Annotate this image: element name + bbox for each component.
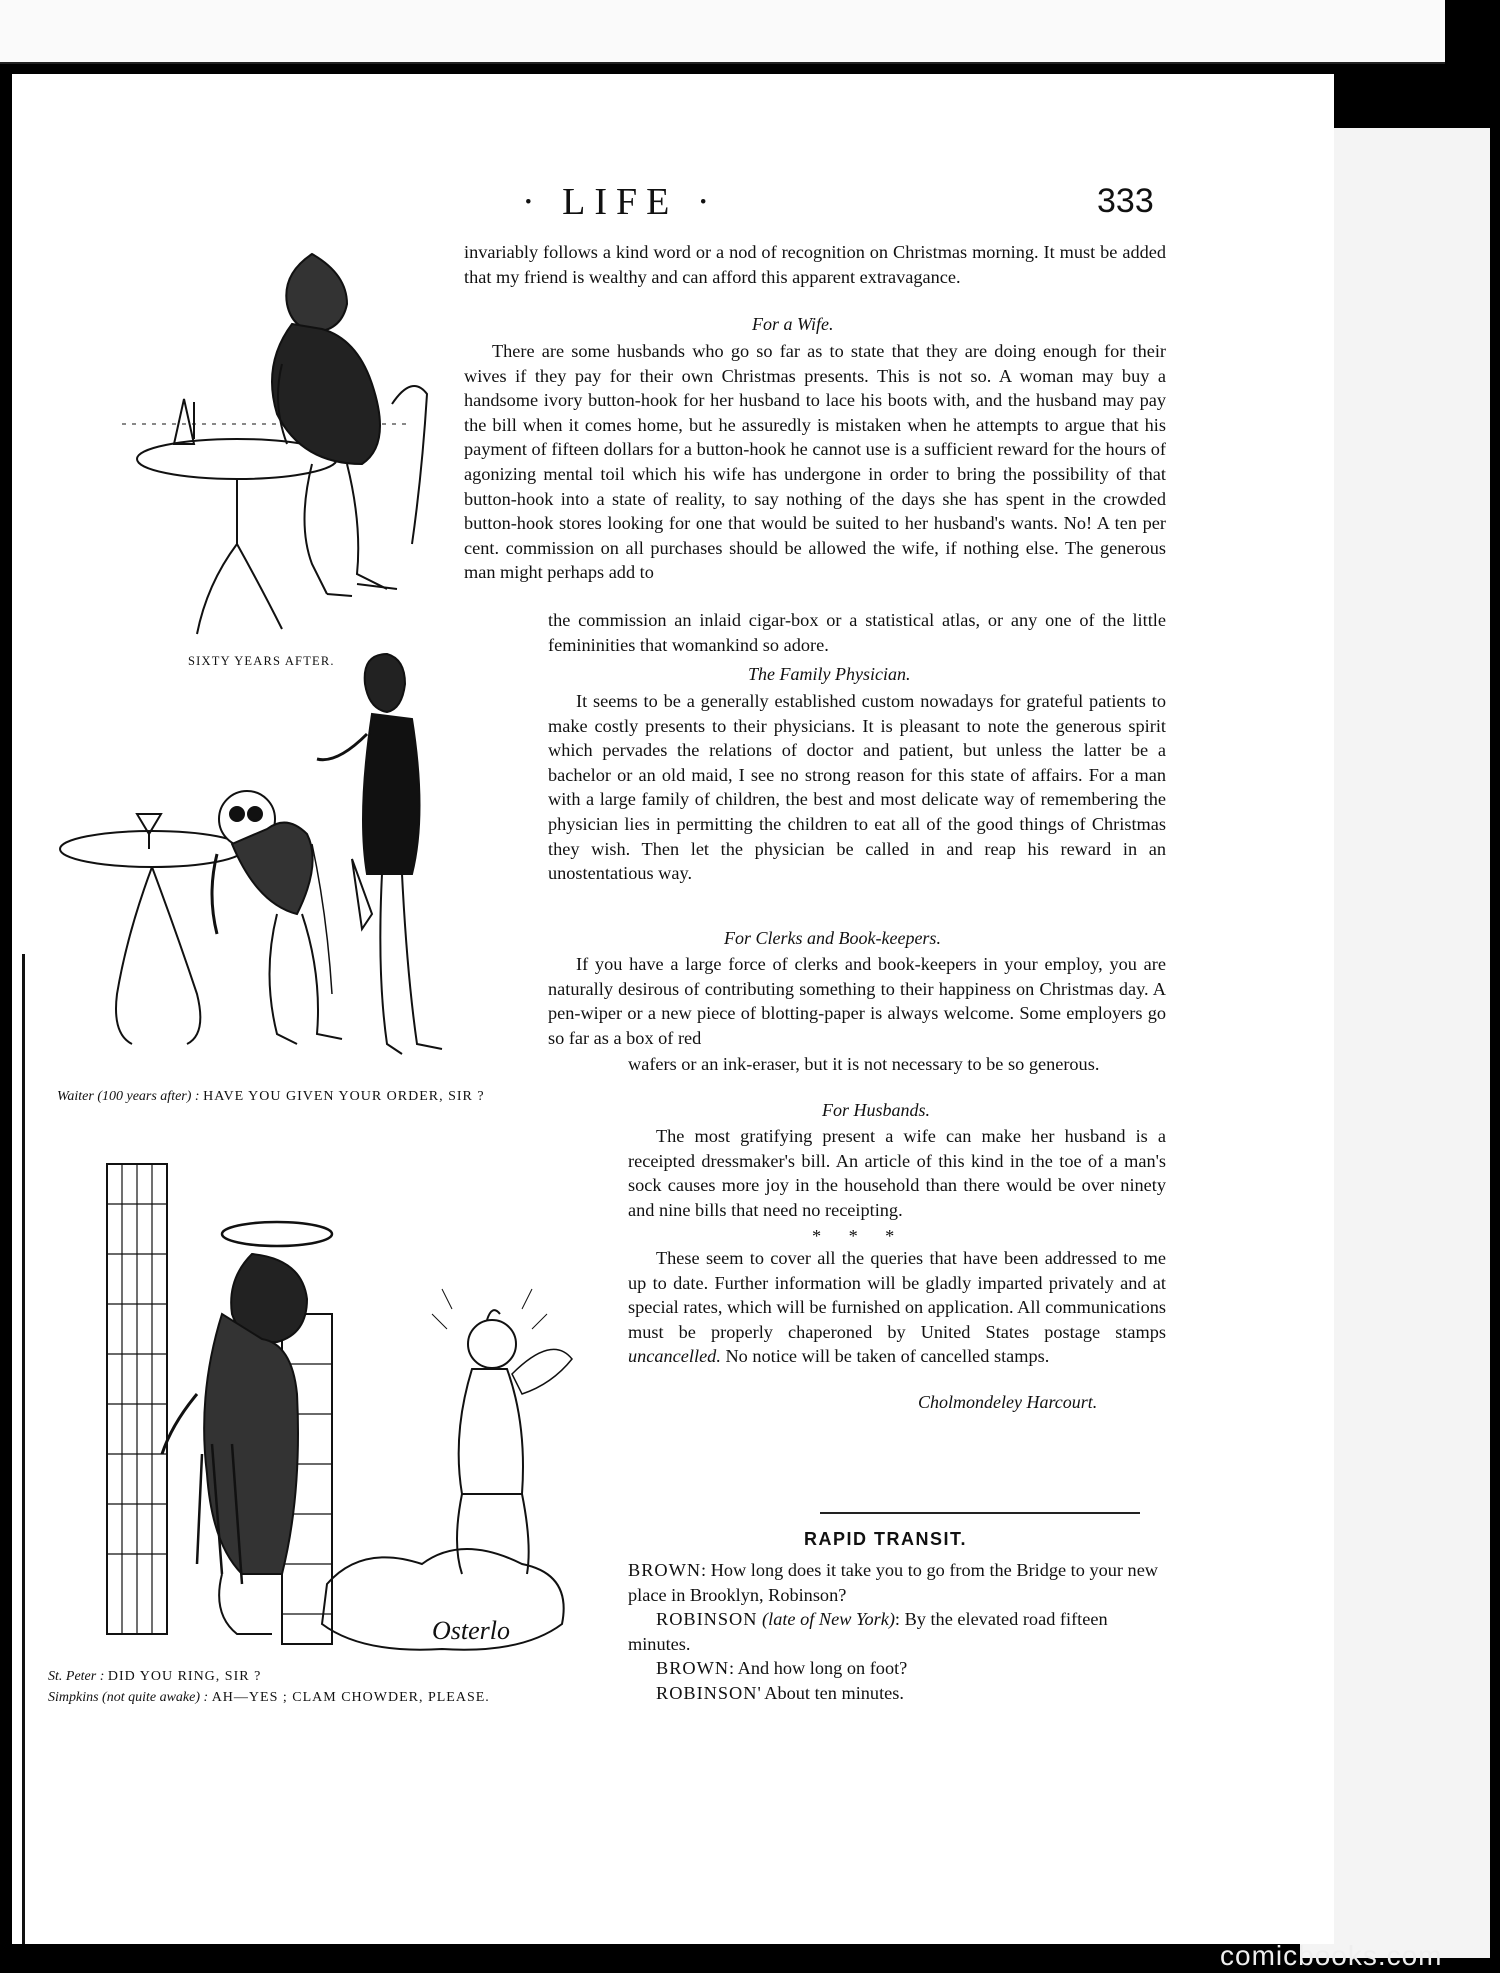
- cartoon3-speech2: AH—YES ; CLAM CHOWDER, PLEASE.: [211, 1690, 490, 1705]
- wife-paragraph-2: the commission an inlaid cigar-box or a statistical atlas, or any one of the little femininities that womankind so adore.: [548, 610, 1166, 655]
- speaker-robinson-1: ROBINSON: [656, 1609, 758, 1630]
- dialogue-line-2: [628, 1607, 1166, 1656]
- page-number: 333: [1097, 182, 1154, 220]
- cartoon3-caption-line1: [48, 1669, 261, 1685]
- author-signature: Cholmondeley Harcourt.: [918, 1392, 1098, 1412]
- cartoon2-caption: [57, 1089, 485, 1105]
- cartoon2-caption-speech: HAVE YOU GIVEN YOUR ORDER, SIR ?: [203, 1089, 485, 1104]
- cartoon3-speaker2: Simpkins (not quite awake) :: [48, 1690, 209, 1705]
- speaker-robinson-2: ROBINSON: [656, 1682, 758, 1703]
- section-clerks-text-narrow: [628, 1052, 1166, 1077]
- dialogue-text-4: ' About ten minutes.: [757, 1682, 904, 1703]
- dialogue-line-4: [628, 1681, 1166, 1706]
- section-clerks-text: [548, 952, 1166, 1050]
- speaker-brown-1: BROWN: [628, 1560, 702, 1580]
- cartoon3-speech1: DID YOU RING, SIR ?: [107, 1669, 262, 1684]
- back-sheet-top: [0, 0, 1445, 64]
- cartoon1-caption: SIXTY YEARS AFTER.: [188, 654, 335, 668]
- section-heading-clerks: For Clerks and Book-keepers.: [724, 928, 941, 948]
- page-edge-line: [22, 954, 25, 1944]
- closing-italic: uncancelled.: [628, 1346, 721, 1367]
- section-heading-husbands: For Husbands.: [822, 1100, 931, 1120]
- section-physician-text: [548, 689, 1166, 886]
- dialogue-line-3: [628, 1656, 1166, 1681]
- closing-end: No notice will be taken of cancelled stamps.: [725, 1346, 1050, 1367]
- section-stars: * * *: [812, 1226, 895, 1246]
- page-title: · LIFE ·: [522, 181, 719, 223]
- dialogue-line-1: [628, 1558, 1166, 1607]
- section-husbands-text: [628, 1124, 1166, 1222]
- artist-signature: Osterlo: [432, 1616, 510, 1645]
- article-intro: [464, 240, 1166, 289]
- closing-text: [628, 1246, 1166, 1369]
- watermark: comicbooks.com: [1220, 1940, 1443, 1971]
- section-heading-wife: For a Wife.: [752, 314, 834, 334]
- physician-paragraph: It seems to be a generally established custom nowadays for grateful patients to make costly presents to their physicians. It is pleasant to note the generous spirit which pervades the relations of doctor and patient, but unless the latter be a bachelor or an old maid, I see no strong reason for this state of affairs. For a man with a large family of children, the best and most delicate way of remembering the physician lies in permitting the children to eat all of the good things of Christmas they wish. Then let the physician be called in and reap his reward in an unostentatious way.: [548, 691, 1166, 884]
- cartoon3-speaker1: St. Peter :: [48, 1669, 105, 1684]
- robinson-aside: (late of New York): [762, 1609, 895, 1630]
- speaker-brown-2: BROWN: [656, 1658, 730, 1679]
- cartoon3-caption-line2: [48, 1690, 490, 1706]
- clerks-paragraph-2: wafers or an ink-eraser, but it is not necessary to be so generous.: [628, 1054, 1100, 1074]
- cartoon-st-peter-and-angel: [102, 1144, 582, 1664]
- cartoon-skeleton-and-waiter: [57, 614, 537, 1084]
- cartoon2-caption-speaker: Waiter (100 years after) :: [57, 1089, 200, 1104]
- rapid-transit-title: RAPID TRANSIT.: [804, 1529, 968, 1549]
- cartoon-old-man-at-table: [112, 244, 442, 644]
- dialogue-text-1: : How long does it take you to go from the Bridge to your new place in Brooklyn, Robinson?: [628, 1560, 1159, 1605]
- closing-body: These seem to cover all the queries that have been addressed to me up to date. Further information will be gladly imparted privately and at special rates, which will be furnished on application. All communications must be properly chaperoned by United States postage stamps: [628, 1248, 1166, 1342]
- clerks-paragraph-1: If you have a large force of clerks and book-keepers in your employ, you are naturally desirous of contributing something to their happiness on Christmas day. A pen-wiper or a new piece of blotting-paper is always welcome. Some employers go so far as a box of red: [548, 954, 1166, 1048]
- magazine-page: [12, 74, 1334, 1944]
- rapid-transit-dialogue: [628, 1558, 1166, 1706]
- intro-paragraph: invariably follows a kind word or a nod of recognition on Christmas morning. It must be added that my friend is wealthy and can afford this apparent extravagance.: [464, 242, 1166, 287]
- article-divider: [820, 1512, 1140, 1514]
- section-wife-text: [464, 339, 1166, 585]
- wife-paragraph-1: There are some husbands who go so far as to state that they are doing enough for their wives if they pay for their own Christmas presents. This is not so. A woman may buy a handsome ivory button-hook for her husband to lace his boots with, and the husband may pay the bill when it comes home, but he assuredly is mistaken when he attempts to argue that his payment of fifteen dollars for a button-hook he cannot use is a sufficient reward for the hours of agonizing mental toil which his wife has undergone in order to bring the possibility of that button-hook into a state of reality, to say nothing of the days she has spent in the crowded button-hook stores looking for one that would be suited to her husband's wants. No! A ten per cent. commission on all purchases should be allowed the wife, if nothing else. The generous man might perhaps add to: [464, 341, 1166, 583]
- closing-paragraph: [628, 1246, 1166, 1369]
- husbands-paragraph: The most gratifying present a wife can make her husband is a receipted dressmaker's bill. An article of this kind in the toe of a man's sock causes more joy in the household than there would be over ninety and nine bills that need no receipting.: [628, 1126, 1166, 1220]
- section-wife-text-narrow: [548, 608, 1166, 657]
- dialogue-text-3: : And how long on foot?: [729, 1658, 908, 1679]
- section-heading-physician: The Family Physician.: [748, 664, 911, 684]
- dialogue-text-2: : By the elevated road fifteen minutes.: [628, 1609, 1108, 1654]
